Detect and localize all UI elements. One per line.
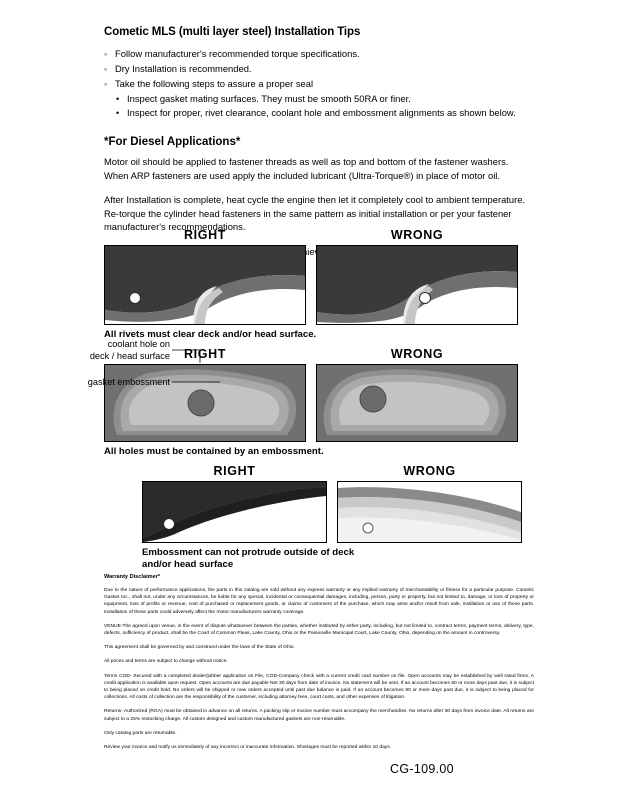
bullet-text: Dry Installation is recommended. xyxy=(115,63,252,74)
figure-caption-embossment xyxy=(142,547,534,571)
caption-line-2: and/or head surface xyxy=(142,559,234,570)
warranty-paragraph: Terms COD- Secured with a completed dealer/jobber application on File, COD-Company check with a current credit card number on file. Open accounts may be established by well rated firms. A credit application is available upon request. Open accounts are due payable Net 30 days from date of invoice. No statement will be sent. If an account becomes 60 or more days past due, it is subject to being placed on credit hold. No orders will be shipped or new orders accepted until past due balance is paid. If an account becomes 90 or more days past due, it is subject to being placed for collections. All costs of collection are the responsibility of the customer, including attorney fees, court costs, and other expenses of litigation. xyxy=(104,673,534,701)
paragraph-motor-oil: Motor oil should be applied to fastener threads as well as top and bottom of the fastener washers. When ARP fasteners are used apply the included lubricant (Ultra-Torque®) in place of motor oil. xyxy=(104,156,509,181)
paragraph-heat-cycle: After Installation is complete, heat cycle the engine then let it completely cool to ambient temperature. Re-torque the cylinder head fasteners in the same pattern as initial installation or per your fastener manufacturer's recommendations. xyxy=(104,194,526,232)
figure-image-hole-right xyxy=(104,364,306,442)
figure-group-holes xyxy=(104,347,534,458)
figure-group-rivets xyxy=(104,228,534,341)
figure-row xyxy=(142,481,534,543)
paragraph-retorque-note: achieve xyxy=(292,245,325,257)
figure-labels xyxy=(104,228,534,245)
figure-label-right: RIGHT xyxy=(184,347,226,361)
figure-labels xyxy=(142,464,534,481)
figure-label-wrong: WRONG xyxy=(390,228,444,242)
figure-row xyxy=(104,364,534,442)
figure-image-rivet-wrong xyxy=(316,245,518,325)
warranty-paragraph: VENUE-The agreed upon venue, in the event of dispute whatsoever between the parties, whether instituted by either party, including, but not limited to, contract terms, payment terms, delivery, type, defects, sufficiency of product, shall be the Court of Common Pleas, Lake County, Ohio or the Painesville Municipal Court, Lake County, Ohio, depending on the amount in controversy. xyxy=(104,623,534,637)
figure-image-hole-wrong xyxy=(316,364,518,442)
figure-caption-rivets: All rivets must clear deck and/or head surface. xyxy=(104,329,317,340)
warranty-paragraph: Returns- Authorized (RGA) must be obtained in advance on all returns. A packing slip or invoice number must accompany the merchandise. No returns after 30 days from invoice date. All returns are subject to a 25% restocking charge. All custom designed and custom manufactured gaskets are non-returnable. xyxy=(104,709,534,722)
callout-line-2: deck / head surface xyxy=(89,351,170,361)
bullet-text: Take the following steps to assure a proper seal xyxy=(115,78,314,89)
subbullet-text: Inspect gasket mating surfaces. They must be smooth 50RA or finer. xyxy=(127,93,411,104)
warranty-paragraph: Only catalog parts are returnable. xyxy=(104,730,177,736)
figure-label-wrong: WRONG xyxy=(403,464,456,478)
list-item xyxy=(104,47,534,61)
list-item xyxy=(104,77,534,120)
list-item xyxy=(115,92,534,106)
section-heading-diesel: *For Diesel Applications* xyxy=(104,136,241,148)
warranty-heading: Warranty Disclaimer* xyxy=(104,574,161,580)
warranty-paragraph: This agreement shall be governed by and construed under the laws of the State of Ohio. xyxy=(104,645,295,651)
list-item xyxy=(115,106,534,120)
warranty-paragraph: Due to the nature of performance applications, the parts in this catalog are sold without any express warranty or any implied warranty of merchantability or fitness for a particular purpose. Cometic Gasket Inc., shall not, under any circumstances, be liable for any special, incidental or consequential damages, including, person, party or property, but not limited to, damage, or loss of property or equipment, loss of profits or revenue, cost of purchased or replacement goods, or claims of customers of the purchase, which may arise and/or result from sale, instillation or use of these parts. Installation of these parts could adversely affect the motor manufacturers warranty coverage. xyxy=(104,588,534,615)
warranty-paragraph: All prices and terms are subject to change without notice. xyxy=(104,659,228,665)
callout-text: gasket embossment xyxy=(87,377,170,387)
figure-image-rivet-right xyxy=(104,245,306,325)
document-number: CG-109.00 xyxy=(390,762,454,776)
caption-line-1: Embossment can not protrude outside of deck xyxy=(142,547,355,558)
figure-labels xyxy=(104,347,534,364)
bullet-text: Follow manufacturer's recommended torque specifications. xyxy=(115,48,360,59)
figure-row xyxy=(104,245,534,325)
tips-list xyxy=(104,47,534,120)
page-title: Cometic MLS (multi layer steel) Installation Tips xyxy=(104,26,361,38)
figure-group-embossment xyxy=(104,464,534,571)
figure-caption-holes: All holes must be contained by an embossment. xyxy=(104,446,324,457)
warranty-section xyxy=(104,574,534,758)
figure-label-right: RIGHT xyxy=(184,228,226,242)
instructions-block xyxy=(104,26,534,258)
tips-sublist xyxy=(115,92,534,120)
callout-line-1: coolant hole on xyxy=(107,339,170,349)
figure-label-right: RIGHT xyxy=(213,464,256,478)
subbullet-text: Inspect for proper, rivet clearance, coolant hole and embossment alignments as shown below. xyxy=(127,107,516,118)
figure-label-wrong: WRONG xyxy=(390,347,444,361)
figures-section xyxy=(87,228,534,577)
figure-image-embossment-wrong xyxy=(337,481,522,543)
figure-image-embossment-right xyxy=(142,481,327,543)
list-item xyxy=(104,62,534,76)
warranty-paragraph: Review your invoice and notify us immediately of any incorrect or inaccurate information. Shortages must be reported within 10 days. xyxy=(104,745,392,751)
